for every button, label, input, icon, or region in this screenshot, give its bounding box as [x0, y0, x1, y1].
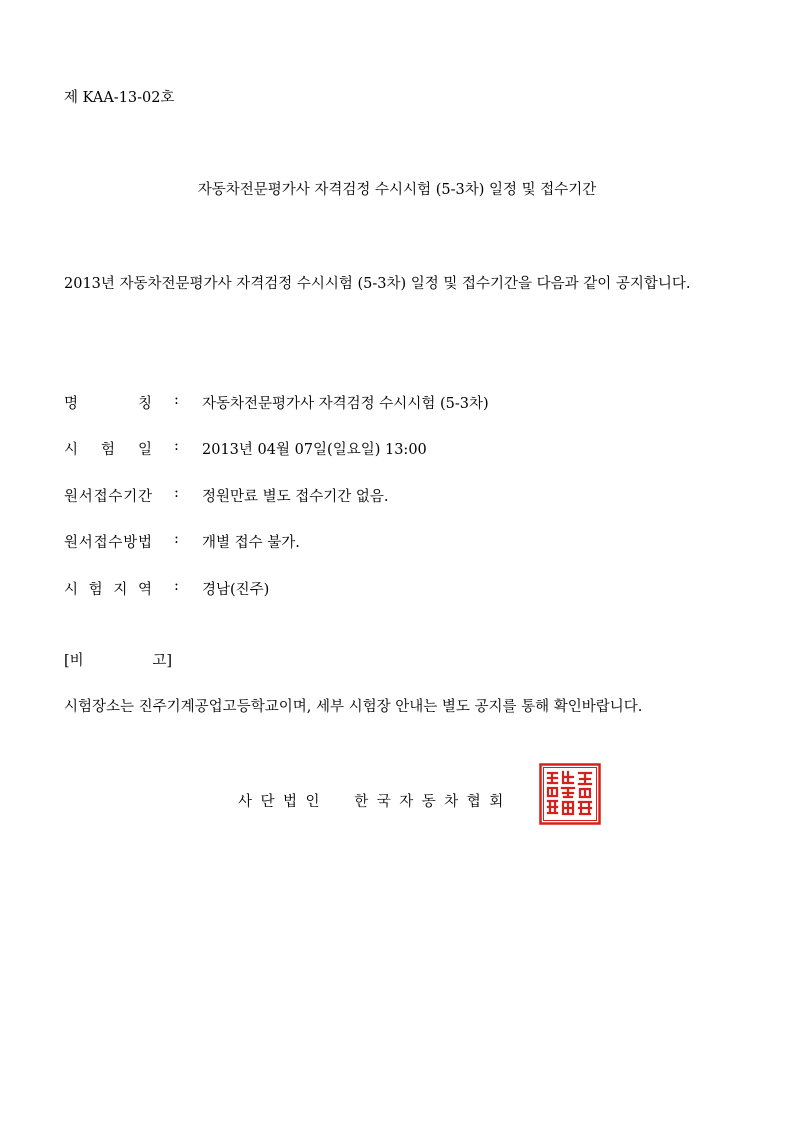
info-label [64, 485, 152, 506]
label-char: 접 [93, 489, 108, 505]
info-label [64, 392, 152, 413]
label-char: 시 [64, 442, 79, 458]
remarks-label-right: 고] [152, 653, 172, 669]
info-value: 경남(진주) [202, 582, 270, 598]
info-colon: : [174, 578, 179, 594]
remarks-label [64, 649, 172, 670]
label-char: 시 [64, 582, 79, 598]
info-label [64, 438, 152, 459]
info-colon: : [174, 438, 179, 454]
document-number: 제 KAA-13-02호 [64, 90, 175, 106]
label-char: 지 [113, 582, 128, 598]
remarks-text: 시험장소는 진주기계공업고등학교이며, 세부 시험장 안내는 별도 공지를 통해 확인바랍니다. [64, 699, 643, 715]
label-char: 기 [123, 489, 138, 505]
info-value: 자동차전문평가사 자격검정 수시시험 (5-3차) [202, 396, 489, 412]
remarks-label-left: [비 [64, 653, 84, 669]
label-char: 원 [64, 535, 79, 551]
info-value: 정원만료 별도 접수기간 없음. [202, 489, 389, 505]
info-value: 개별 접수 불가. [202, 535, 300, 551]
info-colon: : [174, 392, 179, 408]
info-label [64, 531, 152, 552]
label-char: 칭 [137, 396, 152, 412]
document-title: 자동차전문평가사 자격검정 수시시험 (5-3차) 일정 및 접수기간 [197, 182, 597, 198]
info-label [64, 578, 152, 599]
label-char: 명 [64, 396, 79, 412]
label-char: 방 [123, 535, 138, 551]
info-colon: : [174, 531, 179, 547]
info-value: 2013년 04월 07일(일요일) 13:00 [202, 442, 427, 458]
label-char: 서 [78, 535, 93, 551]
official-seal-icon [539, 763, 601, 825]
label-char: 역 [137, 582, 152, 598]
label-char: 원 [64, 489, 79, 505]
label-char: 일 [137, 442, 152, 458]
label-char: 서 [78, 489, 93, 505]
label-char: 험 [100, 442, 115, 458]
label-char: 험 [88, 582, 103, 598]
intro-paragraph: 2013년 자동차전문평가사 자격검정 수시시험 (5-3차) 일정 및 접수기간을 다음과 같이 공지합니다. [64, 276, 691, 292]
label-char: 수 [108, 535, 123, 551]
issuer-name: 사단법인 한국자동차협회 [238, 794, 512, 810]
label-char: 수 [108, 489, 123, 505]
info-colon: : [174, 485, 179, 501]
label-char: 법 [137, 535, 152, 551]
label-char: 간 [137, 489, 152, 505]
label-char: 접 [93, 535, 108, 551]
